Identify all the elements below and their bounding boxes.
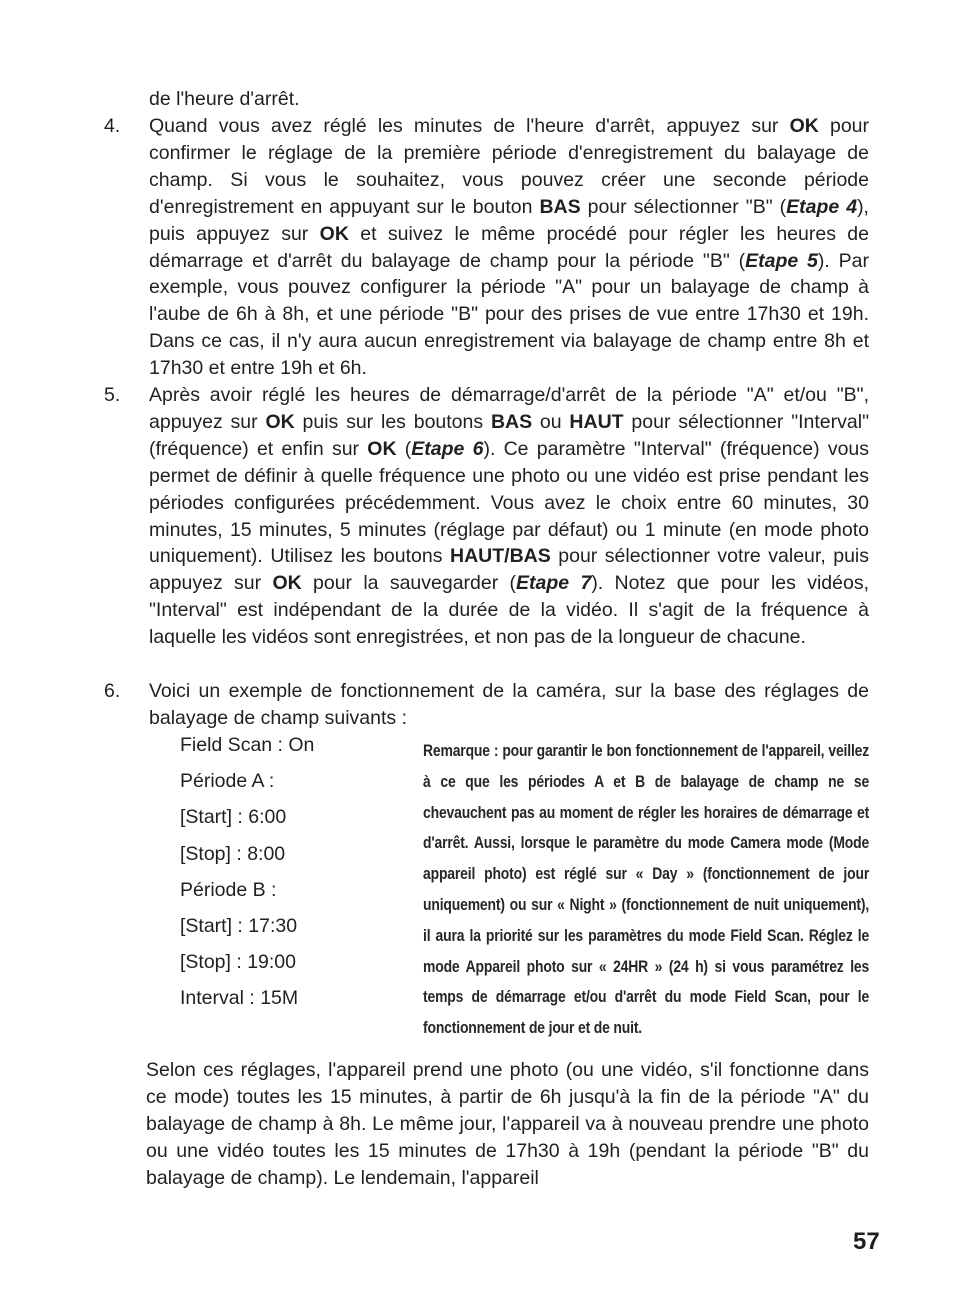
button-name-emphasis: BAS (539, 195, 581, 218)
button-name-emphasis: HAUT (569, 410, 624, 433)
button-name-emphasis: OK (789, 115, 819, 137)
step-reference: Etape 4 (786, 195, 858, 218)
list-item-step-6: Voici un exemple de fonctionnement de la caméra, sur la base des réglages de balayage de champ suivants : (149, 680, 869, 729)
setting-line: Période B : (180, 878, 277, 901)
page-number: 57 (853, 1228, 880, 1255)
remark-note: Remarque : pour garantir le bon fonctionnement de l'appareil, veillez à ce que les périodes A et B de balayage de champ ne se chevauchent pas au moment de régler les horaires de démarrage et d'arrêt. Aussi, lorsque le paramètre du mode Camera mode (Mode appareil photo) est réglé sur « Day » (fonctionnement de jour uniquement) ou sur « Night » (fonctionnement de nuit uniquement), il aura la priorité sur les paramètres du mode Field Scan. Réglez le mode Appareil photo sur « 24HR » (24 h) si vous paramétrez les temps de démarrage et/ou d'arrêt du mode Field Scan, pour le fonctionnement de jour et de nuit. (423, 741, 870, 1038)
button-name-emphasis: OK (367, 437, 397, 460)
setting-line: [Stop] : 8:00 (180, 842, 286, 865)
item-number: 4. (104, 115, 121, 137)
setting-line: Interval : 15M (180, 987, 299, 1010)
item-number: 6. (104, 680, 121, 702)
settings-list (180, 730, 314, 1020)
setting-line: [Start] : 17:30 (180, 914, 298, 937)
item-number: 5. (104, 384, 121, 406)
button-name-emphasis: OK (319, 222, 349, 245)
list-item-step-5: Après avoir réglé les heures de démarrage/d'arrêt de la période "A" et/ou "B", appuyez sur OK puis sur les boutons BAS ou HAUT pour sélectionner "Interval" (fréquence) et enfin sur OK (Etape 6). Ce paramètre "Interval" (fréquence) vous permet de définir à quelle fréquence une photo ou une vidéo est prise pendant les périodes configurées précédemment. Vous avez le choix entre 60 minutes, 30 minutes, 15 minutes, 5 minutes (réglage par défaut) ou 1 minute (en mode photo uniquement). Utilisez les boutons HAUT/BAS pour sélectionner votre valeur, puis appuyez sur OK pour la sauvegarder (Etape 7). Notez que pour les vidéos, "Interval" est indépendant de la durée de la vidéo. Il s'agit de la fréquence à laquelle les vidéos sont enregistrées, et non pas de la longueur de chacune. (149, 384, 870, 649)
button-name-emphasis: OK (272, 572, 302, 595)
button-name-emphasis: OK (265, 410, 295, 433)
list-item-step-4: Quand vous avez réglé les minutes de l'heure d'arrêt, appuyez sur OK pour confirmer le réglage de la première période d'enregistrement du balayage de champ. Si vous le souhaitez, vous pouvez créer une seconde période d'enregistrement en appuyant sur le bouton BAS pour sélectionner "B" (Etape 4), puis appuyez sur OK et suivez le même procédé pour régler les heures de démarrage et d'arrêt du balayage de champ pour la période "B" (Etape 5). Par exemple, vous pouvez configurer la période "A" pour un balayage de champ à l'aube de 6h à 8h, et une période "B" pour des prises de vue entre 17h30 et 19h. Dans ce cas, il n'y aura aucun enregistrement via balayage de champ entre 8h et 17h30 et entre 19h et 6h. (149, 115, 869, 380)
intro-line: de l'heure d'arrêt. (149, 88, 300, 110)
setting-line: [Start] : 6:00 (180, 806, 287, 829)
step-reference: Etape 6 (411, 437, 484, 460)
setting-line: Field Scan : On (180, 734, 315, 756)
button-name-emphasis: BAS (490, 410, 533, 433)
step-reference: Etape 7 (516, 572, 592, 595)
step-reference: Etape 5 (745, 249, 818, 272)
setting-line: Période A : (180, 770, 275, 793)
button-name-emphasis: HAUT/BAS (450, 545, 551, 568)
setting-line: [Stop] : 19:00 (180, 951, 297, 974)
final-paragraph: Selon ces réglages, l'appareil prend une photo (ou une vidéo, s'il fonctionne dans ce mode) toutes les 15 minutes, à partir de 6h jusqu'à la fin de la période "A" du balayage de champ à 8h. Le même jour, l'appareil va à nouveau prendre une photo ou une vidéo toutes les 15 minutes de 17h30 à 19h (pendant la période "B" du balayage de champ). Le lendemain, l'appareil (146, 1059, 869, 1189)
